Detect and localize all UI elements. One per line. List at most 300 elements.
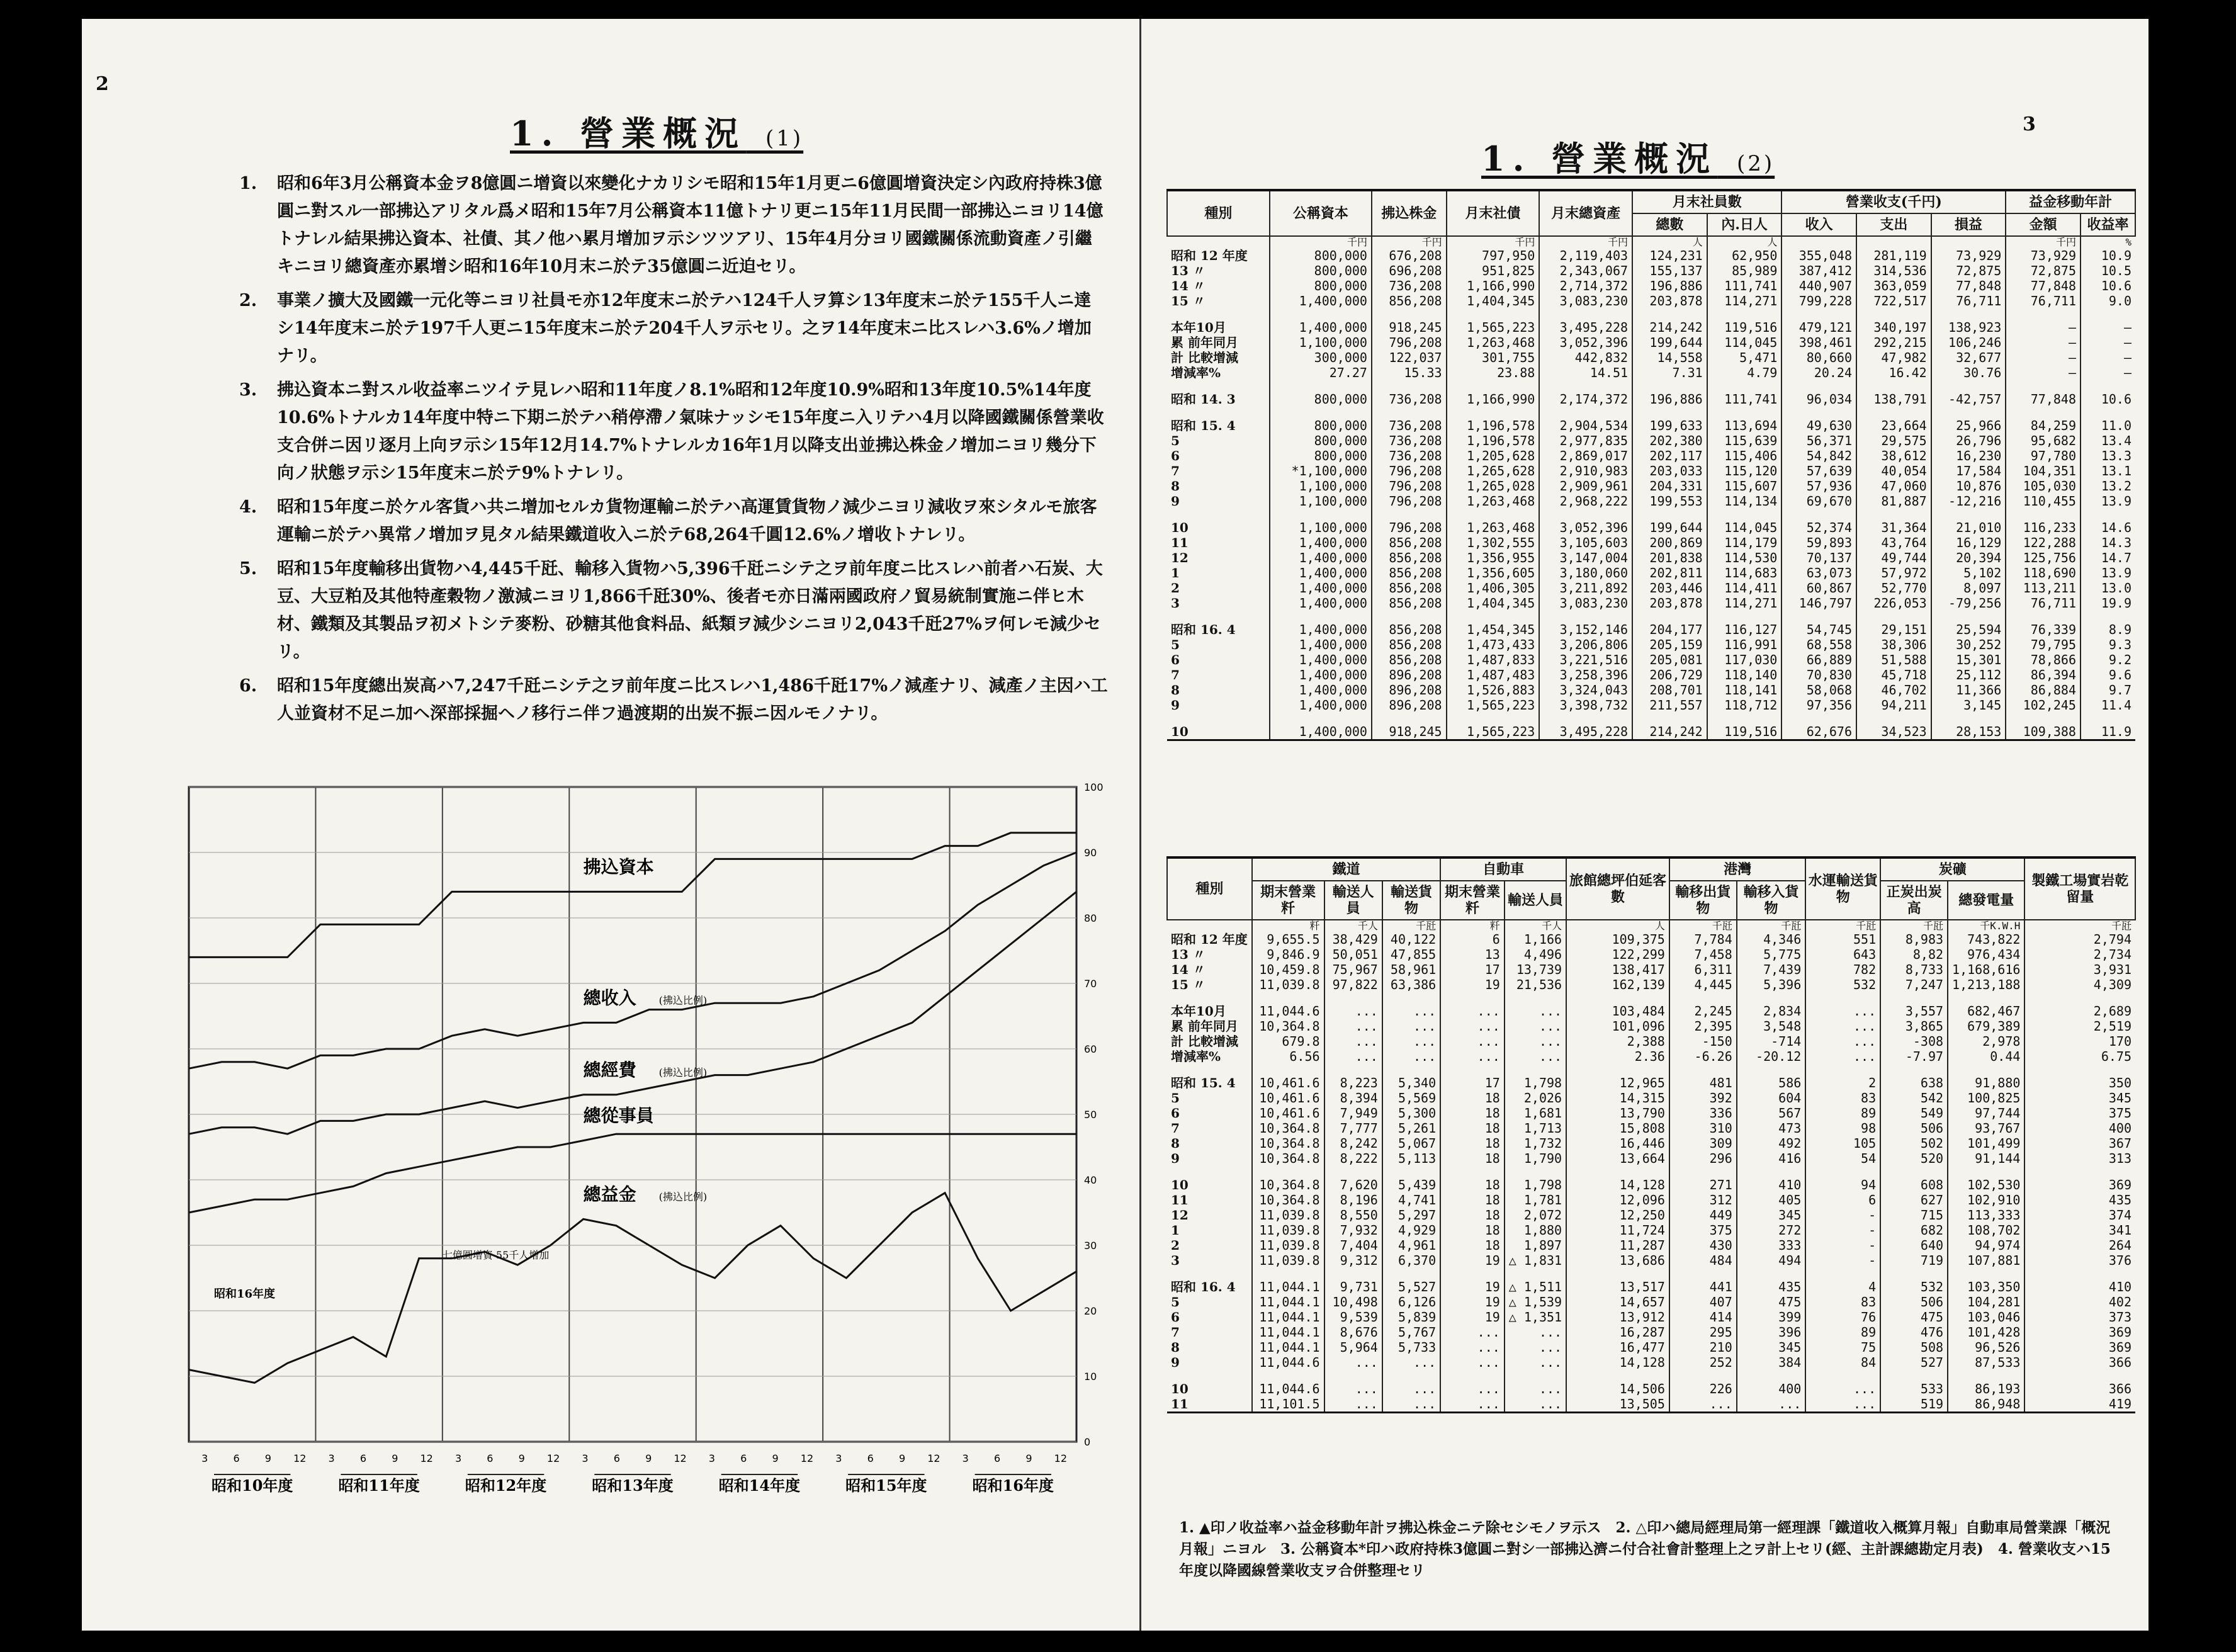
table-cell: 34,523: [1856, 724, 1931, 740]
table-cell: [1505, 1064, 1566, 1075]
table-cell: [1324, 992, 1382, 1004]
table-cell: 30,252: [1931, 637, 2006, 652]
table-cell: 102,245: [2006, 698, 2081, 713]
series-note: (拂込比例): [658, 1191, 708, 1203]
table-cell: 19.9: [2081, 596, 2135, 611]
x-month-tick: 6: [487, 1452, 494, 1464]
table-row: [1167, 1192, 2135, 1208]
column-subheader: 收益率: [2081, 213, 2135, 236]
y-tick-label: 20: [1084, 1305, 1097, 1317]
table-row: [1167, 509, 2135, 520]
table-row: [1167, 1019, 2135, 1034]
table-cell: 86,193: [1948, 1381, 2024, 1396]
table-cell: 0.44: [1948, 1049, 2024, 1064]
table-cell: 40,122: [1382, 932, 1440, 947]
table-cell: 9,846.9: [1252, 947, 1324, 962]
table-cell: 115,607: [1707, 478, 1782, 494]
table-cell: [1270, 380, 1372, 392]
table-cell: ...: [1440, 1355, 1505, 1370]
table-cell: 4.79: [1707, 365, 1782, 380]
table-cell: 313: [2024, 1151, 2135, 1166]
table-row: [1167, 992, 2135, 1004]
trend-chart: [176, 774, 1121, 1555]
table-cell: 10.6: [2081, 392, 2135, 407]
row-label: 6: [1171, 652, 1180, 667]
table-cell: 72,875: [1931, 263, 2006, 278]
table-cell: 1,400,000: [1270, 652, 1372, 667]
table-cell: 56,371: [1781, 433, 1856, 448]
table-cell: 96,526: [1948, 1340, 2024, 1355]
row-label: 10: [1171, 724, 1189, 739]
table-cell: 13.0: [2081, 580, 2135, 596]
table-cell: [2006, 308, 2081, 320]
table-cell: 4,346: [1737, 932, 1806, 947]
table-cell: 122,299: [1566, 947, 1669, 962]
x-month-tick: 12: [546, 1452, 560, 1464]
table-cell: [2024, 1370, 2135, 1381]
table-cell: —: [2006, 335, 2081, 350]
table-cell: 94,211: [1856, 698, 1931, 713]
table-cell: 116,127: [1707, 622, 1782, 637]
table-cell: 97,780: [2006, 448, 2081, 463]
row-label: 7: [1171, 667, 1180, 682]
table-cell: 527: [1880, 1355, 1948, 1370]
table-cell: ...: [1805, 1049, 1880, 1064]
table-cell: 5,396: [1737, 977, 1806, 992]
table-cell: 4,929: [1382, 1223, 1440, 1238]
table-cell: 399: [1737, 1310, 1806, 1325]
table-row: [1167, 682, 2135, 698]
table-cell: 205,159: [1632, 637, 1707, 652]
table-cell: 1,166,990: [1447, 392, 1540, 407]
table-cell: 18: [1440, 1151, 1505, 1166]
footnotes: [1179, 1517, 2123, 1581]
table-cell: 202,380: [1632, 433, 1707, 448]
table-cell: 1,713: [1505, 1121, 1566, 1136]
table-cell: ...: [1440, 1034, 1505, 1049]
table-cell: [1382, 1166, 1440, 1177]
table-cell: 896,208: [1372, 682, 1447, 698]
column-header: 水運輸送貨物: [1805, 857, 1880, 920]
table-cell: 722,517: [1856, 293, 1931, 308]
table-cell: 114,134: [1707, 494, 1782, 509]
series-label: 總收入: [583, 987, 636, 1009]
table-row: [1167, 350, 2135, 365]
table-row: [1167, 1106, 2135, 1121]
table-cell: 54,842: [1781, 448, 1856, 463]
table-cell: [1880, 1064, 1948, 1075]
table-cell: 114,530: [1707, 550, 1782, 565]
table-row: [1167, 1294, 2135, 1310]
table-cell: [1856, 308, 1931, 320]
table-cell: 73,929: [1931, 248, 2006, 263]
table-cell: 856,208: [1372, 596, 1447, 611]
row-label: 9: [1171, 698, 1180, 713]
table-cell: 373: [2024, 1310, 2135, 1325]
table-cell: 679,389: [1948, 1019, 2024, 1034]
table-cell: 1,798: [1505, 1075, 1566, 1090]
table-cell: 63,386: [1382, 977, 1440, 992]
table-cell: ...: [1440, 1325, 1505, 1340]
table-row: [1167, 565, 2135, 580]
table-cell: 77,848: [2006, 392, 2081, 407]
table-cell: 449: [1669, 1208, 1737, 1223]
table-cell: 5,300: [1382, 1106, 1440, 1121]
table-cell: 11,039.8: [1252, 1208, 1324, 1223]
table-cell: 104,281: [1948, 1294, 2024, 1310]
table-cell: 122,288: [2006, 535, 2081, 550]
table-cell: 292,215: [1856, 335, 1931, 350]
table-cell: [1566, 1370, 1669, 1381]
table-cell: 1,400,000: [1270, 596, 1372, 611]
unit-cell: 千円: [1270, 236, 1372, 248]
row-label: 8: [1171, 478, 1180, 494]
unit-cell: 千瓩: [2024, 920, 2135, 932]
table-cell: [1737, 1166, 1806, 1177]
table-cell: 1,205,628: [1447, 448, 1540, 463]
table-cell: 398,461: [1781, 335, 1856, 350]
table-cell: 8,097: [1931, 580, 2006, 596]
table-cell: 542: [1880, 1090, 1948, 1106]
table-cell: 72,875: [2006, 263, 2081, 278]
table-cell: 520: [1880, 1151, 1948, 1166]
page-number-left: 2: [96, 73, 109, 95]
column-header: 月末社員數: [1632, 190, 1781, 213]
table-cell: [1566, 992, 1669, 1004]
table-cell: 1,400,000: [1270, 320, 1372, 335]
table-cell: 2,734: [2024, 947, 2135, 962]
table-cell: [1372, 407, 1447, 418]
x-year-label: 昭和13年度: [592, 1476, 674, 1495]
table-cell: 76,339: [2006, 622, 2081, 637]
table-cell: 5,775: [1737, 947, 1806, 962]
table-cell: 78,866: [2006, 652, 2081, 667]
row-label: [1167, 713, 1270, 724]
table-cell: 2,174,372: [1539, 392, 1632, 407]
table-cell: 2,026: [1505, 1090, 1566, 1106]
x-month-tick: 9: [518, 1452, 525, 1464]
footnote: 1. ▲印ノ收益率ハ益金移動年計ヲ拂込株金ニテ除セシモノヲ示ス: [1179, 1519, 1616, 1536]
table-cell: [1669, 1370, 1737, 1381]
table-cell: 63,073: [1781, 565, 1856, 580]
table-cell: ...: [1382, 1019, 1440, 1034]
row-label: [1167, 308, 1270, 320]
table-cell: 94,974: [1948, 1238, 2024, 1253]
x-year-label: 昭和12年度: [465, 1476, 547, 1495]
table-cell: 93,767: [1948, 1121, 2024, 1136]
table-row: [1167, 478, 2135, 494]
table-row: [1167, 278, 2135, 293]
table-row: [1167, 1004, 2135, 1019]
table-cell: [1632, 380, 1707, 392]
table-cell: 62,676: [1781, 724, 1856, 740]
table-cell: ...: [1324, 1381, 1382, 1396]
row-label: 9: [1171, 1151, 1180, 1166]
table-cell: 5,471: [1707, 350, 1782, 365]
table-cell: [1805, 992, 1880, 1004]
table-cell: 204,331: [1632, 478, 1707, 494]
table-cell: 719: [1880, 1253, 1948, 1268]
table-row: [1167, 1238, 2135, 1253]
left-page: [82, 19, 1139, 1631]
table-cell: 114,683: [1707, 565, 1782, 580]
row-label: 6: [1171, 1310, 1180, 1325]
table-cell: 392: [1669, 1090, 1737, 1106]
table-cell: [1539, 713, 1632, 724]
unit-row: [1167, 236, 2135, 248]
table-cell: 138,791: [1856, 392, 1931, 407]
table-cell: 14,128: [1566, 1177, 1669, 1192]
table-cell: ...: [1669, 1396, 1737, 1413]
table-cell: [1440, 1268, 1505, 1279]
table-cell: [1270, 611, 1372, 622]
table-cell: 23,664: [1856, 418, 1931, 433]
table-cell: [1781, 380, 1856, 392]
unit-cell: 千瓩: [1669, 920, 1737, 932]
table-cell: 125,756: [2006, 550, 2081, 565]
table-cell: -42,757: [1931, 392, 2006, 407]
row-label: [1167, 1268, 1252, 1279]
x-month-tick: 6: [994, 1452, 1001, 1464]
table-cell: 796,208: [1372, 478, 1447, 494]
table-cell: [1948, 992, 2024, 1004]
x-month-tick: 3: [201, 1452, 208, 1464]
row-label: 增減率%: [1171, 365, 1221, 380]
table-cell: -: [1805, 1238, 1880, 1253]
table-cell: 28,153: [1931, 724, 2006, 740]
row-label: 15 〃: [1171, 977, 1206, 992]
table-cell: 11,366: [1931, 682, 2006, 698]
table-cell: [2024, 1268, 2135, 1279]
table-cell: [1539, 308, 1632, 320]
table-cell: 800,000: [1270, 263, 1372, 278]
table-cell: 8,223: [1324, 1075, 1382, 1090]
table-cell: [2081, 611, 2135, 622]
table-cell: 86,884: [2006, 682, 2081, 698]
table-cell: 1,781: [1505, 1192, 1566, 1208]
unit-cell: 千K.W.H: [1948, 920, 2024, 932]
table-cell: 435: [2024, 1192, 2135, 1208]
table-cell: [1539, 407, 1632, 418]
table-cell: [1440, 1166, 1505, 1177]
table-cell: 202,117: [1632, 448, 1707, 463]
x-month-tick: 3: [328, 1452, 335, 1464]
table-cell: [1372, 380, 1447, 392]
row-label: 本年10月: [1171, 1004, 1226, 1019]
table-cell: 402: [2024, 1294, 2135, 1310]
table-cell: 17: [1440, 1075, 1505, 1090]
table-cell: ...: [1505, 1004, 1566, 1019]
column-subheader: 輸送人員: [1505, 881, 1566, 920]
table-cell: 2,388: [1566, 1034, 1669, 1049]
unit-cell: 千瓩: [1737, 920, 1806, 932]
table-cell: 76,711: [2006, 596, 2081, 611]
table-cell: [1440, 992, 1505, 1004]
table-cell: ...: [1805, 1381, 1880, 1396]
table-cell: 264: [2024, 1238, 2135, 1253]
table-cell: 1,404,345: [1447, 596, 1540, 611]
table-cell: 2,869,017: [1539, 448, 1632, 463]
table-cell: 113,211: [2006, 580, 2081, 596]
table-cell: 1,302,555: [1447, 535, 1540, 550]
table-cell: 856,208: [1372, 637, 1447, 652]
table-cell: [1781, 407, 1856, 418]
table-cell: 5,964: [1324, 1340, 1382, 1355]
table-cell: 3,052,396: [1539, 520, 1632, 535]
table-cell: 49,744: [1856, 550, 1931, 565]
table-cell: 91,144: [1948, 1151, 2024, 1166]
table-cell: 11,039.8: [1252, 1238, 1324, 1253]
table-cell: 2,395: [1669, 1019, 1737, 1034]
table-cell: ...: [1505, 1396, 1566, 1413]
table-row: [1167, 535, 2135, 550]
unit-cell: 粁: [1440, 920, 1505, 932]
column-subheader: 損益: [1931, 213, 2006, 236]
table-cell: [1856, 407, 1931, 418]
y-tick-label: 0: [1084, 1436, 1091, 1448]
x-year-label: 昭和10年度: [212, 1476, 293, 1495]
table-cell: 40,054: [1856, 463, 1931, 478]
table-cell: [1856, 611, 1931, 622]
table-cell: ...: [1324, 1019, 1382, 1034]
table-cell: [1948, 1370, 2024, 1381]
table-cell: 800,000: [1270, 278, 1372, 293]
table-cell: [2006, 509, 2081, 520]
row-label: 5: [1171, 1294, 1180, 1310]
table-cell: 38,612: [1856, 448, 1931, 463]
row-label: 9: [1171, 494, 1180, 509]
table-cell: 15,301: [1931, 652, 2006, 667]
table-cell: 13.4: [2081, 433, 2135, 448]
row-label: 11: [1171, 535, 1189, 550]
table-cell: 103,350: [1948, 1279, 2024, 1294]
table-cell: [1632, 407, 1707, 418]
table-row: [1167, 380, 2135, 392]
table-cell: △ 1,831: [1505, 1253, 1566, 1268]
row-label: 13 〃: [1171, 947, 1206, 962]
table-cell: 105: [1805, 1136, 1880, 1151]
table-cell: 3,221,516: [1539, 652, 1632, 667]
table-cell: 196,886: [1632, 278, 1707, 293]
table-cell: 118,141: [1707, 682, 1782, 698]
table-cell: 97,744: [1948, 1106, 2024, 1121]
table-cell: 117,030: [1707, 652, 1782, 667]
table-cell: [1505, 1268, 1566, 1279]
table-cell: 214,242: [1632, 724, 1707, 740]
table-cell: 1,196,578: [1447, 433, 1540, 448]
table-cell: 736,208: [1372, 448, 1447, 463]
table-cell: [1880, 1268, 1948, 1279]
table-cell: [1324, 1064, 1382, 1075]
table-cell: -12,216: [1931, 494, 2006, 509]
table-cell: [2081, 407, 2135, 418]
table-row: [1167, 611, 2135, 622]
table-cell: 89: [1805, 1325, 1880, 1340]
table-row: [1167, 1177, 2135, 1192]
unit-cell: 千瓩: [1805, 920, 1880, 932]
table-cell: 856,208: [1372, 535, 1447, 550]
table-cell: 70,137: [1781, 550, 1856, 565]
table-cell: 66,889: [1781, 652, 1856, 667]
unit-cell: 千円: [1372, 236, 1447, 248]
table-cell: 743,822: [1948, 932, 2024, 947]
table-cell: 196,886: [1632, 392, 1707, 407]
table-cell: ...: [1382, 1381, 1440, 1396]
table-cell: 1,400,000: [1270, 580, 1372, 596]
table-row: [1167, 1136, 2135, 1151]
table-cell: [1382, 992, 1440, 1004]
table-cell: [1856, 380, 1931, 392]
table-cell: 10,461.6: [1252, 1106, 1324, 1121]
table-cell: [1566, 1064, 1669, 1075]
x-month-tick: 3: [962, 1452, 969, 1464]
row-label: 本年10月: [1171, 320, 1226, 335]
column-subheader: 總發電量: [1948, 881, 2024, 920]
table-row: [1167, 1034, 2135, 1049]
paragraph-text: 昭和15年度ニ於ケル客貨ハ共ニ增加セルカ貨物運輸ニ於テハ高運賃貨物ノ減少ニヨリ減收ヲ來シタルモ旅客運輸ニ於テハ異常ノ增加ヲ見タル結果鐵道收入ニ於テ68,264千圓12.6%ノ增收トナレリ。: [277, 497, 1097, 545]
y-tick-label: 50: [1084, 1109, 1097, 1121]
table-cell: [1382, 1268, 1440, 1279]
table-cell: 9.7: [2081, 682, 2135, 698]
table-cell: [1566, 1268, 1669, 1279]
table-cell: [1805, 1370, 1880, 1381]
table-cell: 18: [1440, 1238, 1505, 1253]
table-cell: 5,733: [1382, 1340, 1440, 1355]
table-cell: 301,755: [1447, 350, 1540, 365]
column-header: 營業收支(千円): [1781, 190, 2006, 213]
table-row: [1167, 1340, 2135, 1355]
table-row: [1167, 1325, 2135, 1340]
table-cell: 52,374: [1781, 520, 1856, 535]
x-year-label: 昭和14年度: [718, 1476, 801, 1495]
table-cell: [1539, 611, 1632, 622]
table-cell: 1,473,433: [1447, 637, 1540, 652]
table-row: [1167, 407, 2135, 418]
table-cell: 355,048: [1781, 248, 1856, 263]
paragraph: [239, 672, 1108, 728]
table-cell: 11.9: [2081, 724, 2135, 740]
table-cell: [1252, 1166, 1324, 1177]
x-month-tick: 12: [674, 1452, 687, 1464]
table-cell: 29,575: [1856, 433, 1931, 448]
table-cell: 638: [1880, 1075, 1948, 1090]
series-note: (拂込比例): [658, 994, 708, 1007]
column-subheader: 輸送人員: [1324, 881, 1382, 920]
table-cell: ...: [1324, 1396, 1382, 1413]
table-cell: 3,865: [1880, 1019, 1948, 1034]
table-cell: 367: [2024, 1136, 2135, 1151]
table-cell: 2,977,835: [1539, 433, 1632, 448]
table-row: [1167, 1075, 2135, 1090]
table-cell: 374: [2024, 1208, 2135, 1223]
table-cell: 3,052,396: [1539, 335, 1632, 350]
table-cell: [2024, 1166, 2135, 1177]
table-cell: 350: [2024, 1075, 2135, 1090]
table-cell: 9.0: [2081, 293, 2135, 308]
column-subheader: 總數: [1632, 213, 1707, 236]
table-cell: 1,263,468: [1447, 520, 1540, 535]
table-cell: 6,311: [1669, 962, 1737, 977]
table-cell: —: [2081, 350, 2135, 365]
table-cell: 918,245: [1372, 320, 1447, 335]
table-cell: 3,206,806: [1539, 637, 1632, 652]
table-cell: 10,876: [1931, 478, 2006, 494]
table-cell: 679.8: [1252, 1034, 1324, 1049]
x-month-tick: 9: [1025, 1452, 1032, 1464]
row-label: 14 〃: [1171, 278, 1206, 293]
table-cell: 345: [2024, 1090, 2135, 1106]
table-cell: 8,82: [1880, 947, 1948, 962]
